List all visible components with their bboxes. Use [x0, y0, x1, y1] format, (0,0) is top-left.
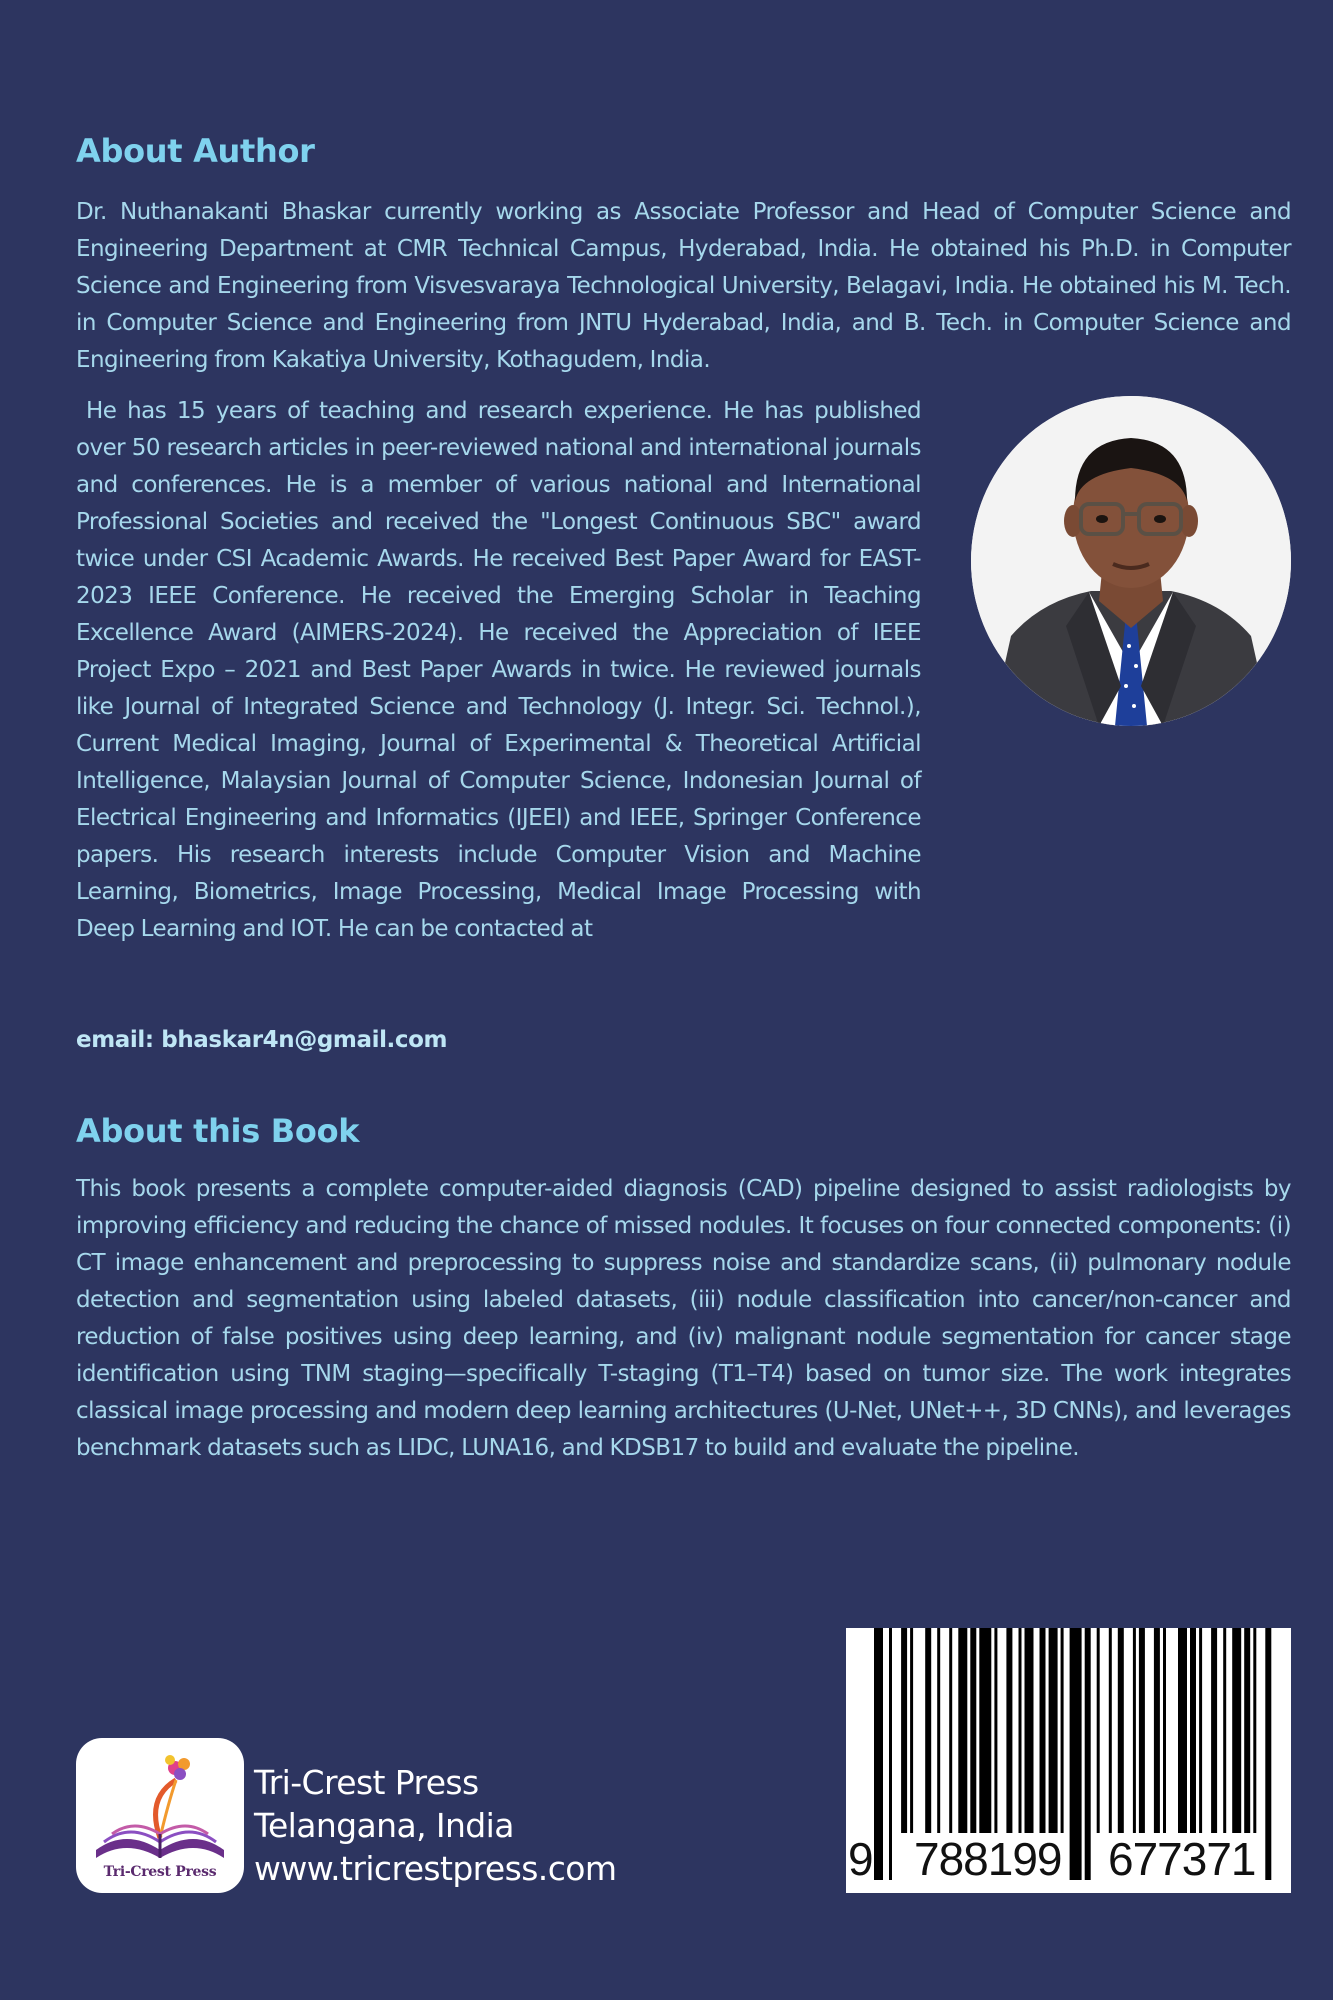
- barcode-bar: [937, 1628, 940, 1833]
- barcode-bar: [1178, 1628, 1187, 1833]
- barcode-left-digits: 788199: [914, 1833, 1062, 1885]
- barcode-bar: [1265, 1628, 1271, 1880]
- publisher-info: [254, 1761, 616, 1890]
- author-email: email: bhaskar4n@gmail.com: [76, 1027, 448, 1053]
- barcode-bar: [1061, 1628, 1064, 1833]
- author-portrait-illustration: [971, 396, 1291, 726]
- barcode-bar: [1097, 1628, 1100, 1833]
- publisher-logo: [76, 1738, 244, 1893]
- barcode-bar: [958, 1628, 967, 1833]
- about-author-heading: About Author: [76, 132, 315, 170]
- barcode-bar: [1133, 1628, 1136, 1833]
- barcode-bar: [1118, 1628, 1124, 1833]
- barcode-bar: [925, 1628, 931, 1833]
- barcode-bar: [1190, 1628, 1196, 1833]
- open-book-logo-icon: [76, 1738, 244, 1868]
- barcode-bar: [1211, 1628, 1217, 1833]
- barcode-bar: [1019, 1628, 1022, 1833]
- barcode-bar: [1223, 1628, 1226, 1833]
- publisher-website[interactable]: www.tricrestpress.com: [254, 1849, 617, 1888]
- barcode-bar: [1163, 1628, 1166, 1833]
- barcode-bar: [1232, 1628, 1241, 1833]
- barcode-bar: [1040, 1628, 1046, 1833]
- barcode-bar: [1154, 1628, 1160, 1833]
- publisher-location: Telangana, India: [254, 1806, 514, 1845]
- author-photo: [971, 396, 1291, 726]
- author-intro-paragraph: Dr. Nuthanakanti Bhaskar currently working as Associate Professor and Head of Computer Science and Engineering Department at CMR Technical Campus, Hyderabad, India. He obtained his Ph.D. in Computer Science and Engineering from Visvesvaraya Technological University, Belagavi, India. He obtained his M. Tech. in Computer Science and Engineering from JNTU Hyderabad, India, and B. Tech. in Computer Science and Engineering from Kakatiya University, Kothagudem, India.: [76, 199, 1291, 373]
- about-book-heading: About this Book: [76, 1112, 360, 1150]
- barcode-bar: [994, 1628, 997, 1833]
- barcode-bar: [1070, 1628, 1082, 1880]
- publisher-logo-text: Tri-Crest Press: [103, 1864, 217, 1880]
- barcode-lead-digit: 9: [848, 1833, 873, 1885]
- barcode-bar: [1025, 1628, 1034, 1833]
- barcode-bar: [1049, 1628, 1058, 1833]
- isbn-barcode: [846, 1628, 1291, 1893]
- barcode-right-digits: 677371: [1108, 1833, 1256, 1885]
- barcode-bar: [979, 1628, 991, 1833]
- barcode-bar: [970, 1628, 976, 1833]
- author-experience-paragraph: He has 15 years of teaching and research experience. He has published over 50 research articles in peer-reviewed national and international journals and conferences. He is a member of various national and International Professional Societies and received the "Longest Continuous SBC" award twice under CSI Academic Awards. He received Best Paper Award for EAST-2023 IEEE Conference. He received the Emerging Scholar in Teaching Excellence Award (AIMERS-2024). He received the Appreciation of IEEE Project Expo – 2021 and Best Paper Awards in twice. He reviewed journals like Journal of Integrated Science and Technology (J. Integr. Sci. Technol.), Current Medical Imaging, Journal of Experimental & Theoretical Artificial Intelligence, Malaysian Journal of Computer Science, Indonesian Journal of Electrical Engineering and Informatics (IJEEI) and IEEE, Springer Conference papers. His research interests include Computer Vision and Machine Learning, Biometrics, Image Processing, Medical Image Processing with Deep Learning and IOT. He can be contacted at: [76, 398, 921, 942]
- barcode-bar: [1244, 1628, 1250, 1833]
- barcode-bar: [910, 1628, 913, 1833]
- barcode-bar: [1085, 1628, 1091, 1880]
- barcode-bar: [1253, 1628, 1256, 1833]
- about-book-paragraph: This book presents a complete computer-aided diagnosis (CAD) pipeline designed to assist radiologists by improving efficiency and reducing the chance of missed nodules. It focuses on four connected components: (i) CT image enhancement and preprocessing to suppress noise and standardize scans, (ii) pulmonary nodule detection and segmentation using labeled datasets, (iii) nodule classification into cancer/non-cancer and reduction of false positives using deep learning, and (iv) malignant nodule segmentation for cancer stage identification using TNM staging—specifically T-staging (T1–T4) based on tumor size. The work integrates classical image processing and modern deep learning architectures (U-Net, UNet++, 3D CNNs), and leverages benchmark datasets such as LIDC, LUNA16, and KDSB17 to build and evaluate the pipeline.: [76, 1176, 1291, 1461]
- barcode-bar: [1199, 1628, 1202, 1833]
- publisher-name: Tri-Crest Press: [254, 1763, 479, 1802]
- barcode-bar: [949, 1628, 952, 1833]
- barcode-bar: [889, 1628, 892, 1880]
- barcode-bar: [874, 1628, 883, 1880]
- barcode-bar: [901, 1628, 907, 1833]
- barcode-bar: [1109, 1628, 1112, 1833]
- barcode-bar: [1006, 1628, 1012, 1833]
- barcode-bar: [1139, 1628, 1145, 1833]
